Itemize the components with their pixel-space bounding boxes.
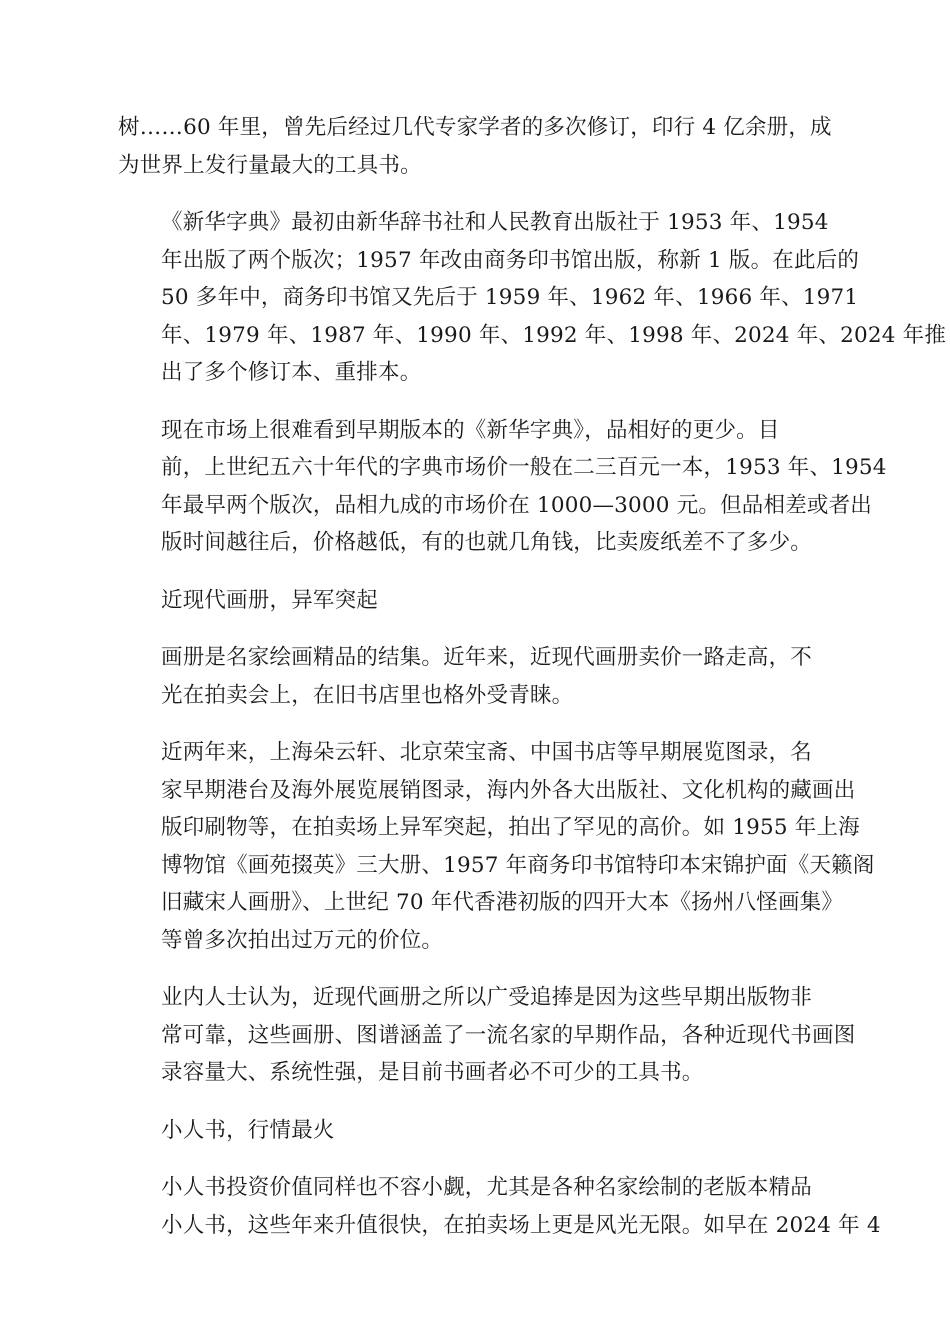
paragraph — [118, 1169, 881, 1244]
paragraph — [118, 109, 832, 184]
paragraph — [118, 204, 947, 392]
paragraph — [118, 639, 826, 714]
text-line: 版印刷物等，在拍卖场上异军突起，拍出了罕见的高价。如 1955 年上海 — [161, 815, 860, 840]
text-line: 《新华字典》最初由新华辞书社和人民教育出版社于 1953 年、1954 — [161, 210, 829, 235]
paragraph — [118, 412, 887, 562]
text-line: 小人书投资价值同样也不容小觑，尤其是各种名家绘制的老版本精品 — [161, 1175, 813, 1200]
text-line: 等曾多次拍出过万元的价位。 — [161, 927, 444, 953]
paragraph — [118, 734, 875, 959]
text-line: 小人书，这些年来升值很快，在拍卖场上更是风光无限。如早在 2024 年 4 — [161, 1212, 881, 1238]
text-line: 出了多个修订本、重排本。 — [161, 360, 422, 385]
paragraph — [118, 979, 856, 1092]
text-line: 旧藏宋人画册》、上世纪 70 年代香港初版的四开大本《扬州八怪画集》 — [161, 890, 844, 915]
text-line: 前，上世纪五六十年代的字典市场价一般在二三百元一本，1953 年、1954 — [161, 455, 887, 480]
text-line: 近两年来，上海朵云轩、北京荣宝斋、中国书店等早期展览图录，名 — [161, 740, 813, 765]
text-line: 为世界上发行量最大的工具书。 — [118, 152, 422, 178]
text-line: 光在拍卖会上，在旧书店里也格外受青睐。 — [161, 682, 574, 708]
text-line: 画册是名家绘画精品的结集。近年来，近现代画册卖价一路走高，不 — [161, 645, 813, 670]
text-line: 近现代画册，异军突起 — [161, 587, 379, 613]
text-line: 树……60 年里，曾先后经过几代专家学者的多次修订，印行 4 亿余册，成 — [118, 115, 832, 140]
text-line: 现在市场上很难看到早期版本的《新华字典》，品相好的更少。目 — [161, 417, 780, 443]
text-line: 年最早两个版次，品相九成的市场价在 1000—3000 元。但品相差或者出 — [161, 492, 873, 518]
text-line: 版时间越往后，价格越低，有的也就几角钱，比卖废纸差不了多少。 — [161, 530, 813, 555]
text-line: 业内人士认为，近现代画册之所以广受追捧是因为这些早期出版物非 — [161, 985, 813, 1010]
text-line: 小人书，行情最火 — [161, 1117, 335, 1143]
section-heading — [118, 582, 826, 620]
text-line: 家早期港台及海外展览展销图录，海内外各大出版社、文化机构的藏画出 — [161, 777, 856, 803]
text-line: 年、1979 年、1987 年、1990 年、1992 年、1998 年、2024 年、2024 年推 — [161, 322, 947, 348]
text-line: 常可靠，这些画册、图谱涵盖了一流名家的早期作品，各种近现代书画图 — [161, 1022, 856, 1048]
text-line: 录容量大、系统性强，是目前书画者必不可少的工具书。 — [161, 1060, 704, 1085]
section-heading — [118, 1112, 826, 1150]
document-body — [118, 109, 947, 1264]
text-line: 年出版了两个版次；1957 年改由商务印书馆出版，称新 1 版。在此后的 — [161, 247, 860, 273]
text-line: 博物馆《画苑掇英》三大册、1957 年商务印书馆特印本宋锦护面《天籁阁 — [161, 852, 875, 878]
text-line: 50 多年中，商务印书馆又先后于 1959 年、1962 年、1966 年、1971 — [161, 285, 859, 310]
